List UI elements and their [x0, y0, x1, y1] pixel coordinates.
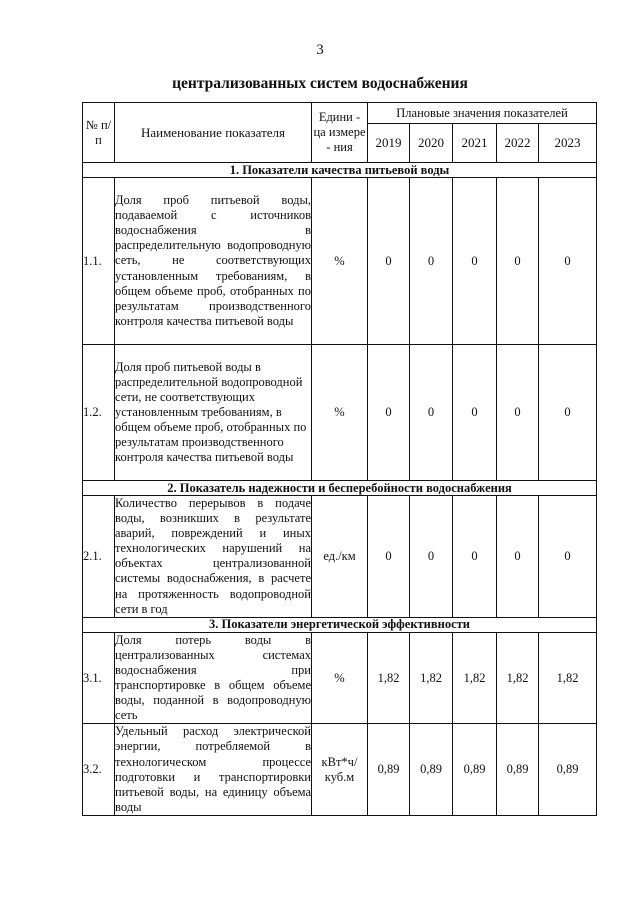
table-row [83, 345, 597, 481]
indicator-value: 0 [539, 496, 597, 618]
indicator-name: Количество перерывов в подаче воды, возникших в результате аварий, повреждений и иных технологических нарушений на объектах централизованной системы водоснабжения, в расчете на протяженность водопроводной сети в год [115, 496, 311, 616]
indicator-value: 1,82 [497, 632, 539, 724]
indicator-value: 0,89 [539, 724, 597, 816]
header-num: № п/п [83, 103, 115, 163]
indicator-value: 1,82 [410, 632, 453, 724]
header-unit: Едини - ца измере - ния [312, 103, 368, 163]
indicator-unit: % [312, 345, 368, 481]
section-title: 2. Показатель надежности и бесперебойности водоснабжения [83, 481, 597, 496]
header-name: Наименование показателя [115, 103, 312, 163]
indicator-unit: кВт*ч/ куб.м [312, 724, 368, 816]
indicator-value: 0,89 [410, 724, 453, 816]
indicator-name: Доля потерь воды в централизованных системах водоснабжения при транспортировке в общем объеме воды, поданной в водопроводную сеть [115, 632, 311, 723]
page-number: 3 [316, 42, 324, 58]
row-number: 1.2. [83, 345, 115, 481]
header-year: 2022 [497, 124, 539, 163]
indicator-value: 0 [368, 496, 410, 618]
header-year: 2019 [368, 124, 410, 163]
table-row [83, 496, 597, 618]
indicator-value: 0 [497, 178, 539, 345]
row-number: 3.1. [83, 632, 115, 724]
indicator-value: 1,82 [368, 632, 410, 724]
indicator-value: 0,89 [453, 724, 497, 816]
section-row [83, 163, 597, 178]
indicator-unit: % [312, 178, 368, 345]
indicator-value: 0 [453, 178, 497, 345]
section-title: 1. Показатели качества питьевой воды [83, 163, 597, 178]
row-number: 1.1. [83, 178, 115, 345]
row-number: 3.2. [83, 724, 115, 816]
indicator-value: 0 [410, 178, 453, 345]
header-year: 2020 [410, 124, 453, 163]
row-number: 2.1. [83, 496, 115, 618]
indicator-value: 0 [497, 496, 539, 618]
indicator-value: 0 [453, 496, 497, 618]
section-row [83, 481, 597, 496]
document-title: централизованных систем водоснабжения [172, 75, 468, 92]
indicator-value: 0 [497, 345, 539, 481]
indicator-value: 1,82 [539, 632, 597, 724]
header-year: 2023 [539, 124, 597, 163]
indicator-value: 0 [539, 178, 597, 345]
indicator-value: 1,82 [453, 632, 497, 724]
indicator-value: 0 [410, 345, 453, 481]
indicator-value: 0,89 [497, 724, 539, 816]
table-row [83, 724, 597, 816]
section-title: 3. Показатели энергетической эффективности [83, 617, 597, 632]
indicator-unit: % [312, 632, 368, 724]
header-planned-values: Плановые значения показателей [368, 103, 597, 124]
indicator-value: 0,89 [368, 724, 410, 816]
indicator-name: Удельный расход электрической энергии, потребляемой в технологическом процессе подготовки и транспортировки питьевой воды, на единицу объема воды [115, 724, 311, 814]
indicator-value: 0 [410, 496, 453, 618]
section-row [83, 617, 597, 632]
indicator-unit: ед./км [312, 496, 368, 618]
header-year: 2021 [453, 124, 497, 163]
indicators-table [82, 102, 597, 816]
indicator-value: 0 [453, 345, 497, 481]
table-row [83, 632, 597, 724]
header-row-1 [83, 103, 597, 124]
indicator-name: Доля проб питьевой воды в распределительной водопроводной сети, не соответствующих установленным требованиям, в общем объеме проб, отобранных по результатам производственного контроля качества питьевой воды [115, 345, 312, 481]
indicator-value: 0 [539, 345, 597, 481]
table-row [83, 178, 597, 345]
indicator-value: 0 [368, 345, 410, 481]
indicator-value: 0 [368, 178, 410, 345]
indicator-name: Доля проб питьевой воды, подаваемой с источников водоснабжения в распределительную водопроводную сеть, не соответствующих установленным требованиям, в общем объеме проб, отобранных по результатам производственного контроля качества питьевой воды [115, 178, 312, 345]
